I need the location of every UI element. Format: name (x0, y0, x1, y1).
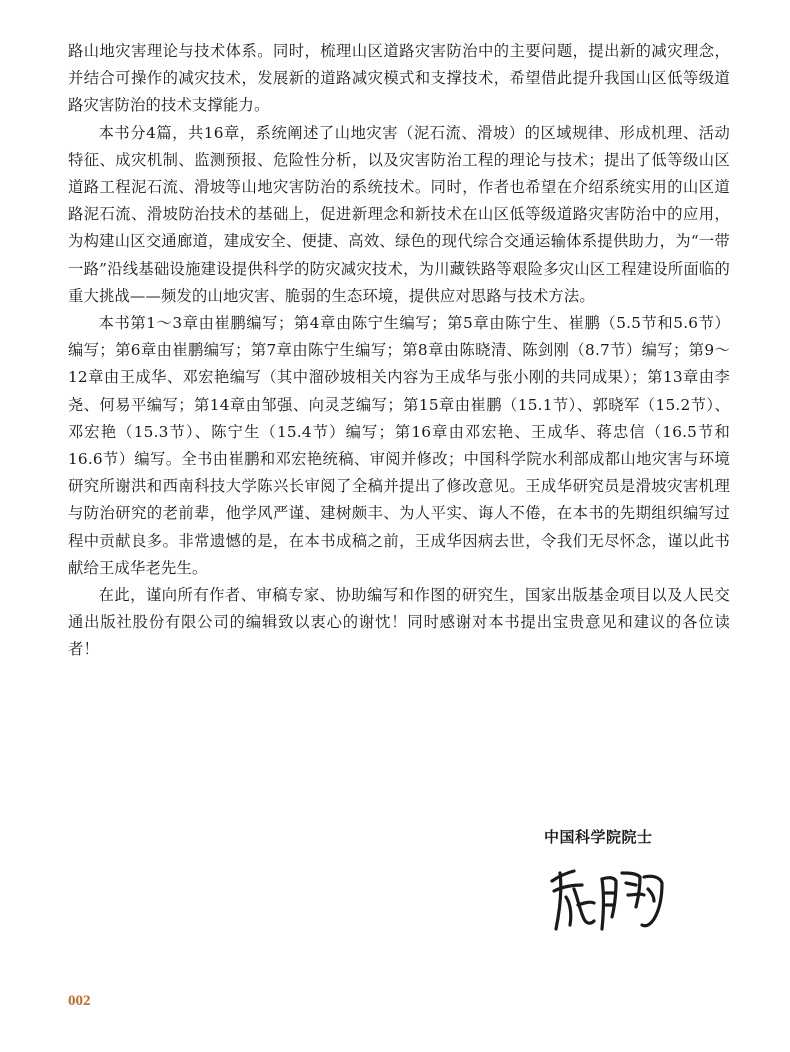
paragraph-1: 路山地灾害理论与技术体系。同时，梳理山区道路灾害防治中的主要问题，提出新的减灾理念，并结合可操作的减灾技术，发展新的道路减灾模式和支撑技术，希望借此提升我国山区低等级道路灾害防治的技术支撑能力。 (68, 42, 730, 115)
signature-block (544, 826, 724, 939)
paragraph-3: 本书第1～3章由崔鹏编写；第4章由陈宁生编写；第5章由陈宁生、崔鹏（5.5节和5.6节）编写；第6章由崔鹏编写；第7章由陈宁生编写；第8章由陈晓清、陈剑刚（8.7节）编写；第9～12章由王成华、邓宏艳编写（其中溜砂坡相关内容为王成华与张小刚的共同成果）；第13章由李尧、何易平编写；第14章由邹强、向灵芝编写；第15章由崔鹏（15.1节）、郭晓军（15.2节）、邓宏艳（15.3节）、陈宁生（15.4节）编写；第16章由邓宏艳、王成华、蒋忠信（16.5节和16.6节）编写。全书由崔鹏和邓宏艳统稿、审阅并修改；中国科学院水利部成都山地灾害与环境研究所谢洪和西南科技大学陈兴长审阅了全稿并提出了修改意见。王成华研究员是滑坡灾害机理与防治研究的老前辈，他学风严谨、建树颇丰、为人平实、诲人不倦，在本书的先期组织编写过程中贡献良多。非常遗憾的是，在本书成稿之前，王成华因病去世，令我们无尽怀念，谨以此书献给王成华老先生。 (68, 314, 730, 577)
preface-text (68, 38, 730, 664)
handwritten-signature (544, 859, 674, 939)
page-number: 002 (68, 993, 91, 1009)
paragraph-4: 在此，谨向所有作者、审稿专家、协助编写和作图的研究生，国家出版基金项目以及人民交通出版社股份有限公司的编辑致以衷心的谢忱！同时感谢对本书提出宝贵意见和建议的各位读者！ (68, 586, 730, 659)
paragraph-2: 本书分4篇，共16章，系统阐述了山地灾害（泥石流、滑坡）的区域规律、形成机理、活动特征、成灾机制、监测预报、危险性分析，以及灾害防治工程的理论与技术；提出了低等级山区道路工程泥石流、滑坡等山地灾害防治的系统技术。同时，作者也希望在介绍系统实用的山区道路泥石流、滑坡防治技术的基础上，促进新理念和新技术在山区低等级道路灾害防治中的应用，为构建山区交通廊道，建成安全、便捷、高效、绿色的现代综合交通运输体系提供助力，为“一带一路”沿线基础设施建设提供科学的防灾减灾技术，为川藏铁路等艰险多灾山区工程建设所面临的重大挑战——频发的山地灾害、脆弱的生态环境，提供应对思路与技术方法。 (68, 123, 730, 305)
signature-title: 中国科学院院士 (544, 828, 653, 846)
